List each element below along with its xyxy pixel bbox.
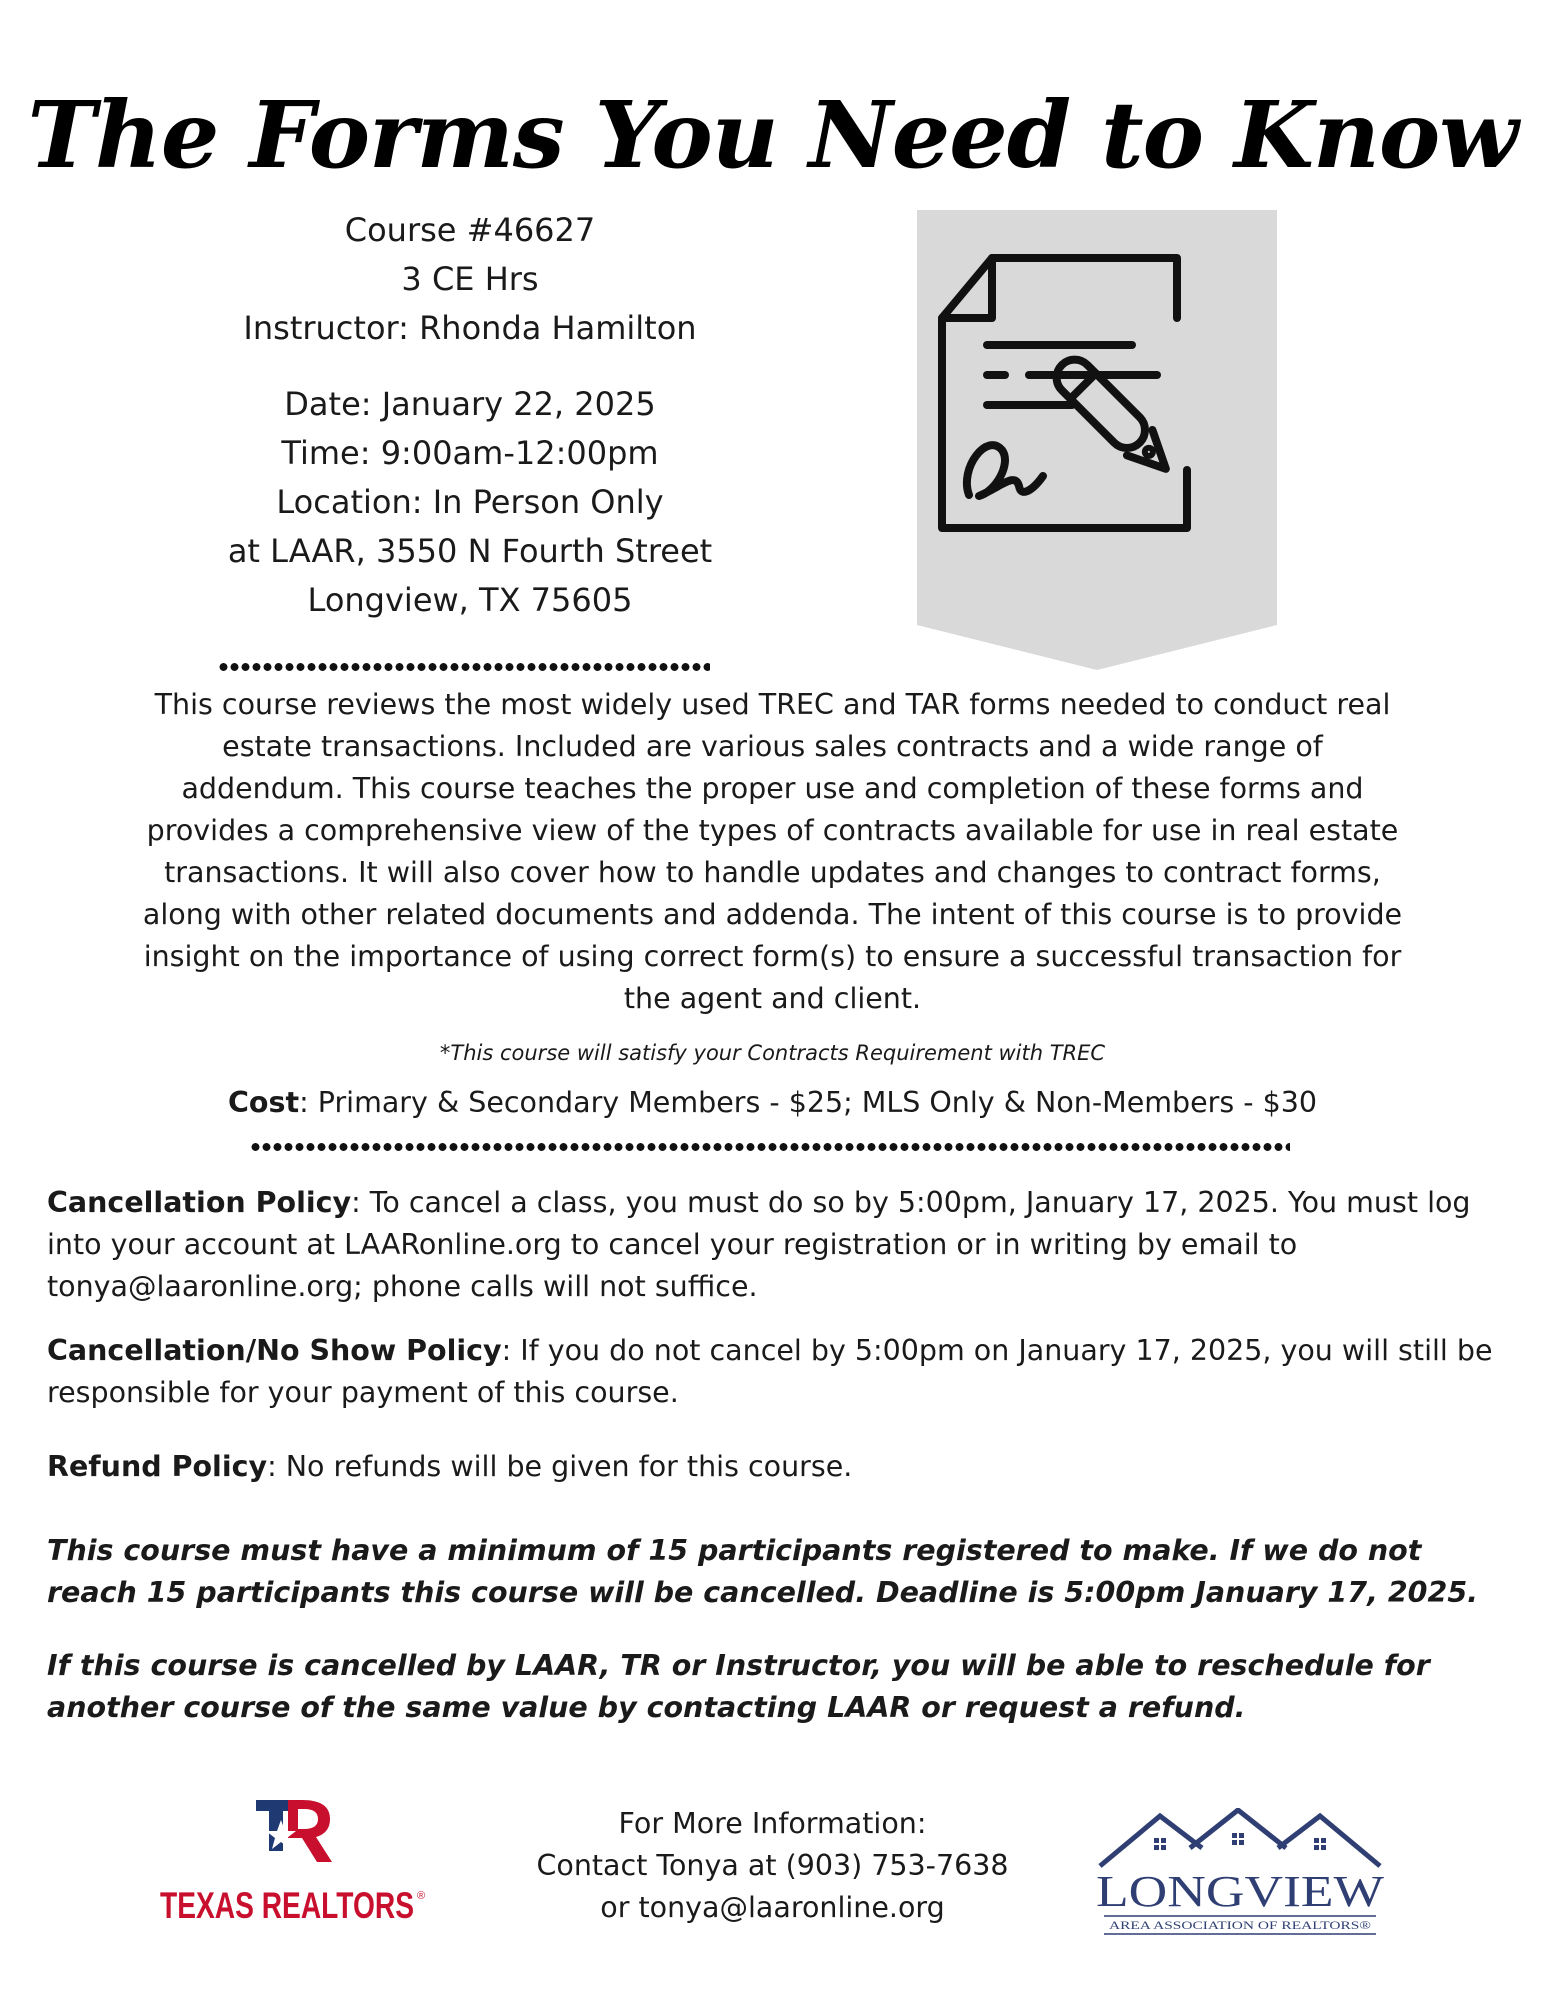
requirement-note: *This course will satisfy your Contracts Requirement with TREC — [439, 1041, 1106, 1065]
refund-policy-label: Refund Policy — [47, 1450, 268, 1483]
longview-aar-logo — [1090, 1808, 1390, 1940]
course-number: Course #46627 — [344, 211, 596, 249]
minimum-participants-notice: This course must have a minimum of 15 participants registered to make. If we do not reach 15 participants this course will be cancelled. Deadline is 5:00pm January 17, 2025. — [47, 1534, 1478, 1609]
texas-realtors-wordmark: TEXAS REALTORS — [160, 1885, 414, 1926]
longview-wordmark: LONGVIEW — [1096, 1867, 1385, 1916]
course-address: at LAAR, 3550 N Fourth Street — [227, 532, 713, 570]
no-show-policy — [47, 1330, 1507, 1414]
registered-mark: ® — [417, 1890, 426, 1902]
course-schedule — [160, 380, 780, 625]
cancellation-policy — [47, 1182, 1507, 1308]
reschedule-notice: If this course is cancelled by LAAR, TR or Instructor, you will be able to reschedule for another course of the same value by contacting LAAR or request a refund. — [47, 1649, 1430, 1724]
contact-phone: Contact Tonya at (903) 753-7638 — [536, 1849, 1009, 1882]
cancellation-policy-text: : To cancel a class, you must do so by 5:00pm, January 17, 2025. You must log into your account at LAARonline.org to cancel your registration or in writing by email to tonya@laaronline.org; phone calls will not suffice. — [47, 1186, 1471, 1303]
course-date: Date: January 22, 2025 — [284, 385, 656, 423]
course-time: Time: 9:00am-12:00pm — [281, 434, 659, 472]
cancellation-policy-label: Cancellation Policy — [47, 1186, 352, 1219]
contact-heading: For More Information: — [618, 1807, 927, 1840]
no-show-policy-text: : If you do not cancel by 5:00pm on January 17, 2025, you will still be responsible for your payment of this course. — [47, 1334, 1493, 1409]
cost-line — [0, 1083, 1545, 1123]
refund-policy-text: : No refunds will be given for this course. — [267, 1450, 853, 1483]
association-subtitle: AREA ASSOCIATION OF REALTORS® — [1109, 1920, 1372, 1932]
dotted-divider — [218, 663, 710, 671]
dotted-divider — [250, 1143, 1290, 1151]
cost-label: Cost — [228, 1086, 300, 1119]
course-location: Location: In Person Only — [276, 483, 664, 521]
course-description: This course reviews the most widely used TREC and TAR forms needed to conduct real estate transactions. Included are various sales contracts and a wide range of addendum. This course teaches the proper use and completion of these forms and provides a comprehensive view of the types of contracts available for use in real estate transactions. It will also cover how to handle updates and changes to contract forms, along with other related documents and addenda. The intent of this course is to provide insight on the importance of using correct form(s) to ensure a successful transaction for the agent and client. — [142, 688, 1403, 1015]
contact-email: or tonya@laaronline.org — [600, 1891, 945, 1924]
page-title: The Forms You Need to Know — [27, 81, 1518, 189]
no-show-policy-label: Cancellation/No Show Policy — [47, 1334, 502, 1367]
texas-realtors-logo — [160, 1800, 430, 1930]
course-info — [160, 206, 780, 353]
cost-text: : Primary & Secondary Members - $25; MLS Only & Non-Members - $30 — [299, 1086, 1317, 1119]
course-hours: 3 CE Hrs — [401, 260, 539, 298]
contact-info — [500, 1803, 1045, 1929]
banner-ribbon — [917, 210, 1277, 670]
refund-policy — [47, 1446, 1507, 1488]
course-instructor: Instructor: Rhonda Hamilton — [243, 309, 697, 347]
course-city: Longview, TX 75605 — [307, 581, 633, 619]
